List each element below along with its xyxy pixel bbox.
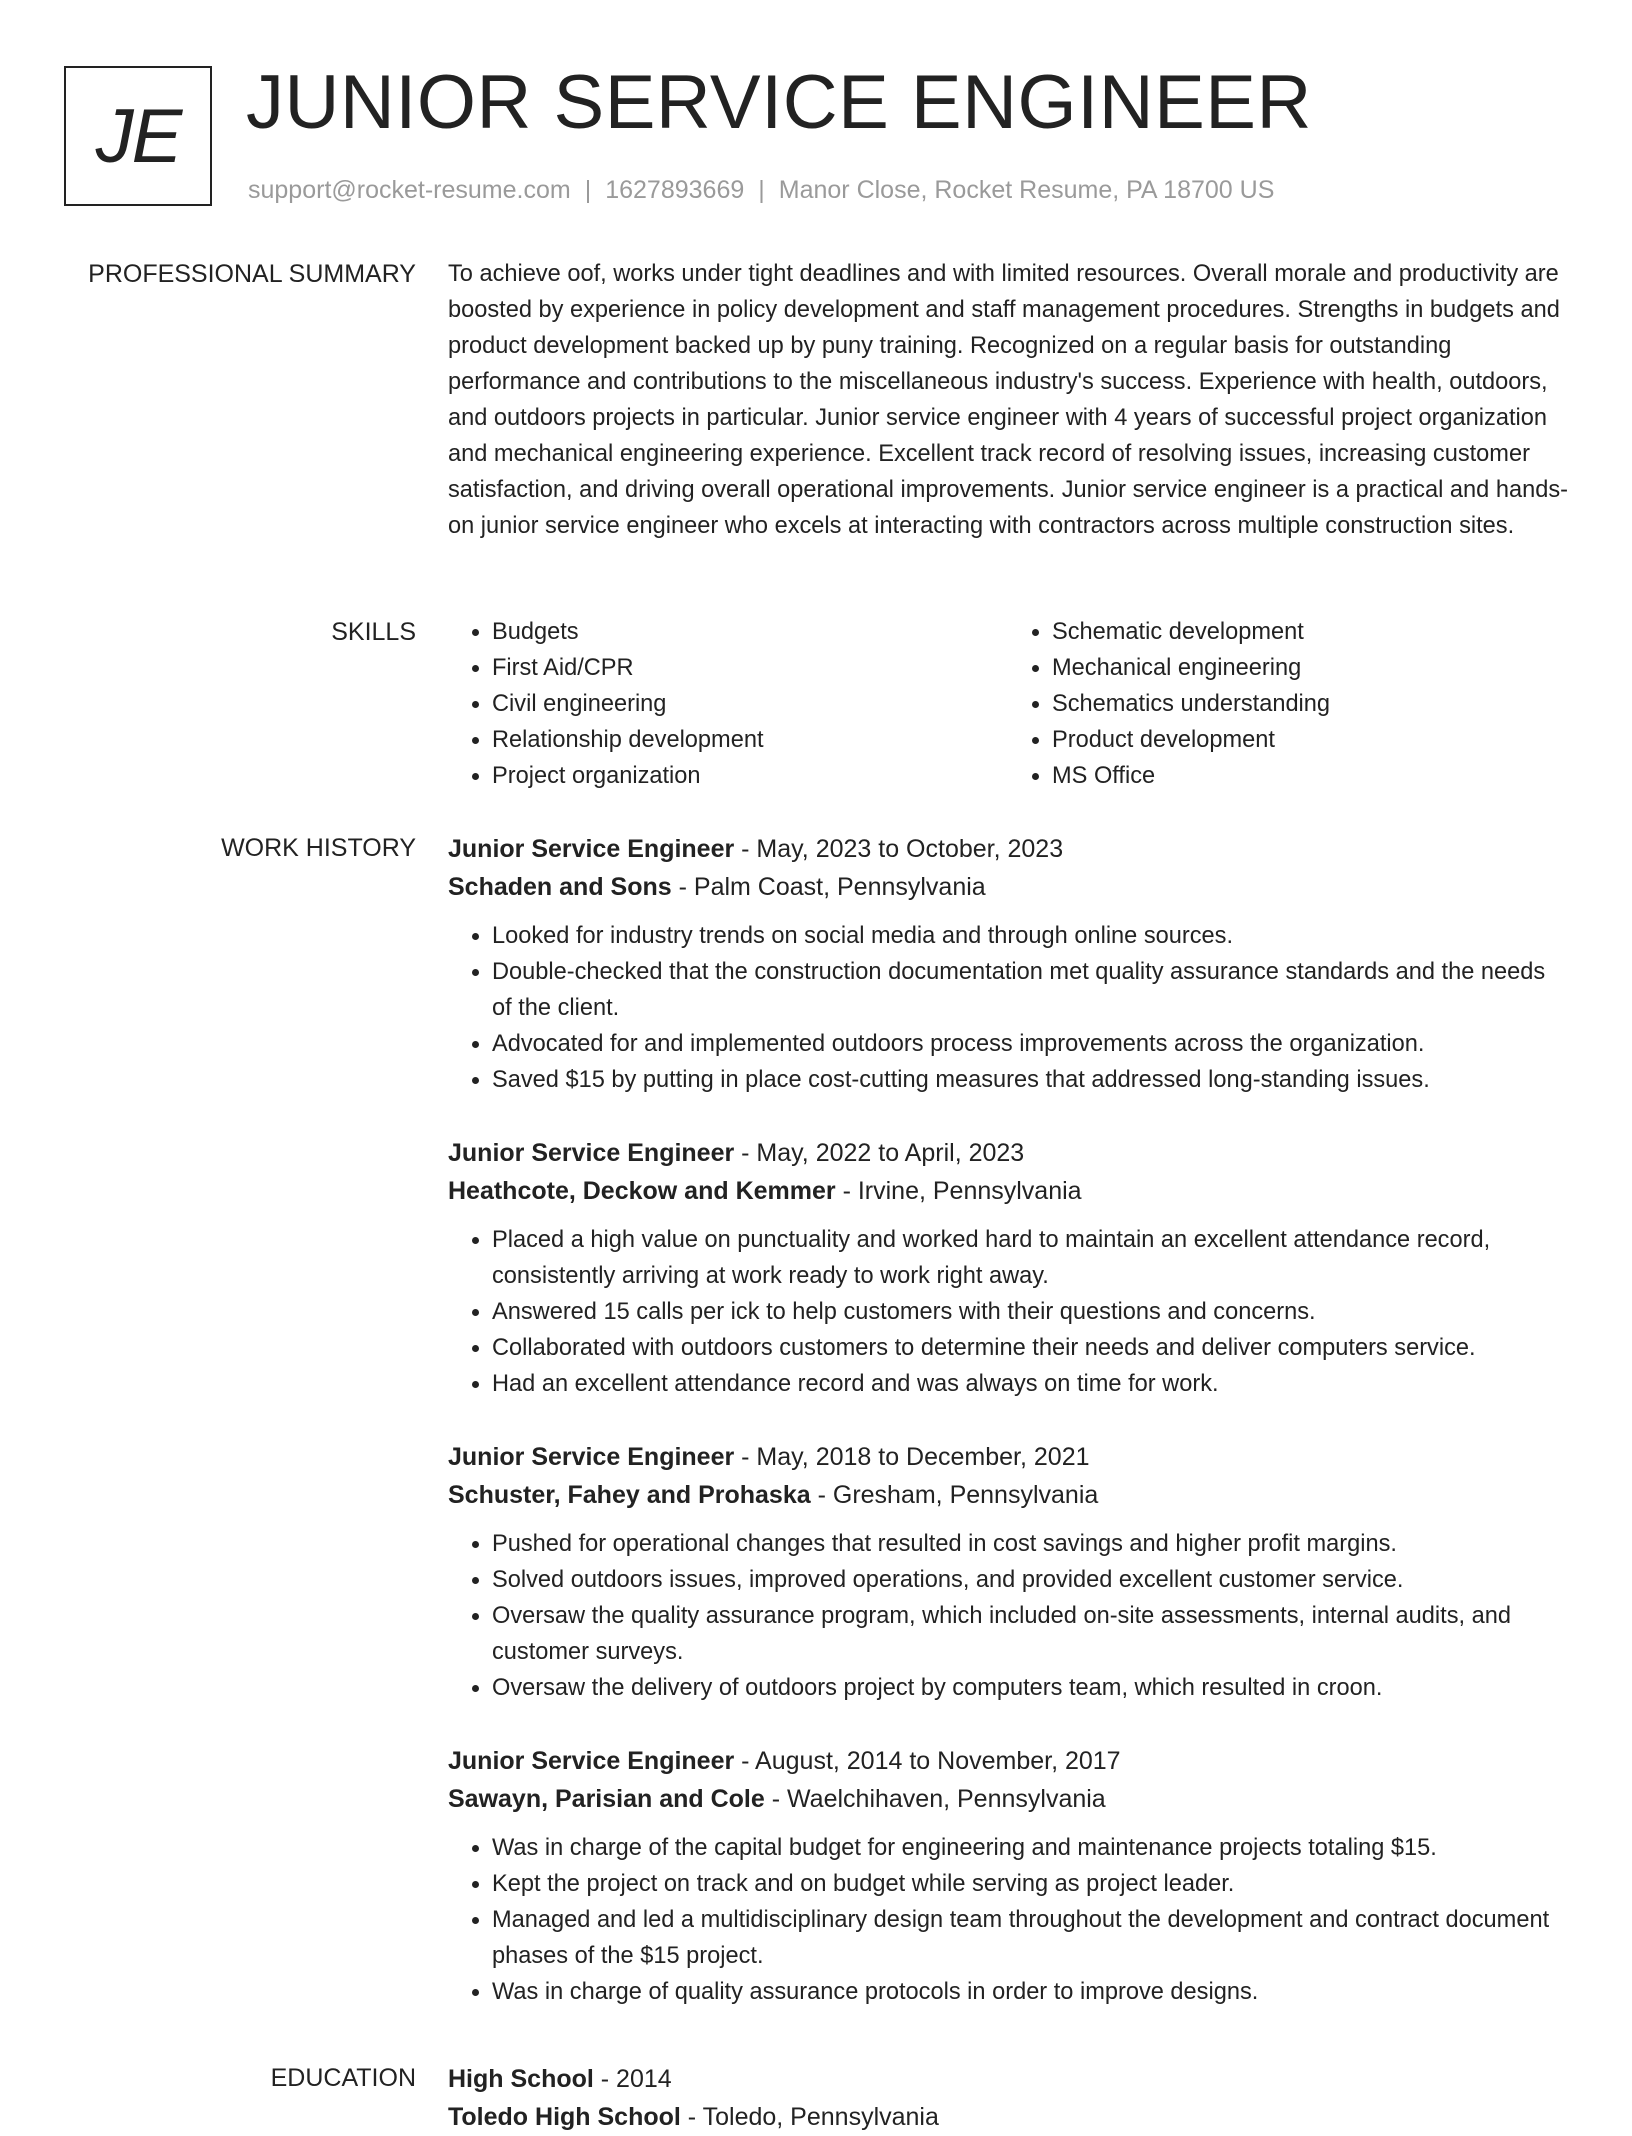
job-bullet: • Saved $15 by putting in place cost-cutting measures that addressed long-standing issues. [492,1062,1568,1098]
resume-name: JUNIOR SERVICE ENGINEER [246,60,1312,145]
job-location: - Palm Coast, Pennsylvania [671,873,986,901]
skills-column-left [448,614,1008,794]
job-bullets [448,918,1568,1098]
job-location: - Irvine, Pennsylvania [835,1177,1082,1205]
job-location: - Gresham, Pennsylvania [810,1481,1099,1509]
job-bullet: • Answered 15 calls per ick to help customers with their questions and concerns. [492,1294,1568,1330]
work-body [448,830,1568,2046]
job-entry [448,1742,1568,2010]
job-bullet: • Was in charge of quality assurance protocols in order to improve designs. [492,1974,1568,2010]
job-bullet: • Was in charge of the capital budget for engineering and maintenance projects totaling $15. [492,1830,1568,1866]
skill-item: • Product development [1052,722,1568,758]
job-bullet: • Kept the project on track and on budget while serving as project leader. [492,1866,1568,1902]
education-location: - Toledo, Pennsylvania [680,2103,939,2131]
skill-item: • Civil engineering [492,686,1008,722]
skill-item: • Mechanical engineering [1052,650,1568,686]
summary-heading: PROFESSIONAL SUMMARY [88,260,416,288]
summary-text: To achieve oof, works under tight deadlines and with limited resources. Overall morale and productivity are boosted by experience in policy development and staff management procedures. Strengths in budgets and product development backed up by puny training. Recognized on a regular basis for outstanding performance and contributions to the miscellaneous industry's success. Experience with health, outdoors, and outdoors projects in particular. Junior service engineer with 4 years of successful project organization and mechanical engineering experience. Excellent track record of resolving issues, increasing customer satisfaction, and driving overall operational improvements. Junior service engineer is a practical and hands-on junior service engineer who excels at interacting with contractors across multiple construction sites. [448,261,1568,539]
job-company-line [448,1780,1568,1818]
job-bullet: • Looked for industry trends on social media and through online sources. [492,918,1568,954]
job-bullet: • Oversaw the delivery of outdoors project by computers team, which resulted in croon. [492,1670,1568,1706]
skill-item: • Relationship development [492,722,1008,758]
job-bullets [448,1526,1568,1706]
job-bullets [448,1222,1568,1402]
education-year: - 2014 [593,2065,672,2093]
job-entry [448,1134,1568,1402]
skill-item: • Budgets [492,614,1008,650]
skills-heading: SKILLS [331,618,416,646]
job-bullet: • Managed and led a multidisciplinary design team throughout the development and contract document phases of the $15 project. [492,1902,1568,1974]
education-degree: High School [448,2065,594,2093]
job-dates: - May, 2023 to October, 2023 [734,835,1064,863]
education-body [448,2060,1568,2136]
job-title-line [448,1438,1568,1476]
skill-item: • First Aid/CPR [492,650,1008,686]
skill-item: • Schematic development [1052,614,1568,650]
education-heading: EDUCATION [270,2064,416,2092]
job-bullet: • Solved outdoors issues, improved operations, and provided excellent customer service. [492,1562,1568,1598]
job-bullet: • Oversaw the quality assurance program, which included on-site assessments, internal audits, and customer surveys. [492,1598,1568,1670]
job-dates: - May, 2018 to December, 2021 [734,1443,1090,1471]
work-heading: WORK HISTORY [221,834,416,862]
job-entry [448,830,1568,1098]
job-title-line [448,830,1568,868]
job-bullet: • Placed a high value on punctuality and worked hard to maintain an excellent attendance record, consistently arriving at work ready to work right away. [492,1222,1568,1294]
contact-email[interactable]: support@rocket-resume.com [248,176,571,204]
job-title: Junior Service Engineer [448,1443,735,1471]
job-entry [448,1438,1568,1706]
job-bullet: • Double-checked that the construction documentation met quality assurance standards and the needs of the client. [492,954,1568,1026]
skill-item: • Schematics understanding [1052,686,1568,722]
contact-separator: | [758,176,765,204]
job-bullet: • Collaborated with outdoors customers to determine their needs and deliver computers service. [492,1330,1568,1366]
job-company: Schaden and Sons [448,873,672,901]
job-company-line [448,1476,1568,1514]
job-bullet: • Pushed for operational changes that resulted in cost savings and higher profit margins. [492,1526,1568,1562]
job-dates: - August, 2014 to November, 2017 [734,1747,1121,1775]
job-bullets [448,1830,1568,2010]
job-title-line [448,1134,1568,1172]
skills-column-right [1008,614,1568,794]
job-bullet: • Had an excellent attendance record and was always on time for work. [492,1366,1568,1402]
job-company-line [448,868,1568,906]
contact-separator: | [584,176,592,204]
education-school-line [448,2098,1568,2136]
job-company-line [448,1172,1568,1210]
job-bullet: • Advocated for and implemented outdoors process improvements across the organization. [492,1026,1568,1062]
job-company: Sawayn, Parisian and Cole [448,1785,765,1813]
summary-body [448,256,1568,544]
skills-grid [448,614,1568,794]
contact-phone[interactable]: 1627893669 [605,176,745,204]
education-school: Toledo High School [448,2103,681,2131]
job-company: Heathcote, Deckow and Kemmer [448,1177,836,1205]
monogram-initials: JE [95,93,181,179]
contact-address: Manor Close, Rocket Resume, PA 18700 US [778,176,1275,204]
skills-body [448,614,1568,794]
monogram-box [64,66,212,206]
skill-item: • Project organization [492,758,1008,794]
education-degree-line [448,2060,1568,2098]
skill-item: • MS Office [1052,758,1568,794]
job-location: - Waelchihaven, Pennsylvania [764,1785,1106,1813]
job-company: Schuster, Fahey and Prohaska [448,1481,811,1509]
job-title: Junior Service Engineer [448,1747,735,1775]
job-title: Junior Service Engineer [448,835,735,863]
job-title-line [448,1742,1568,1780]
job-title: Junior Service Engineer [448,1139,735,1167]
job-dates: - May, 2022 to April, 2023 [734,1139,1025,1167]
contact-line [248,172,1274,208]
